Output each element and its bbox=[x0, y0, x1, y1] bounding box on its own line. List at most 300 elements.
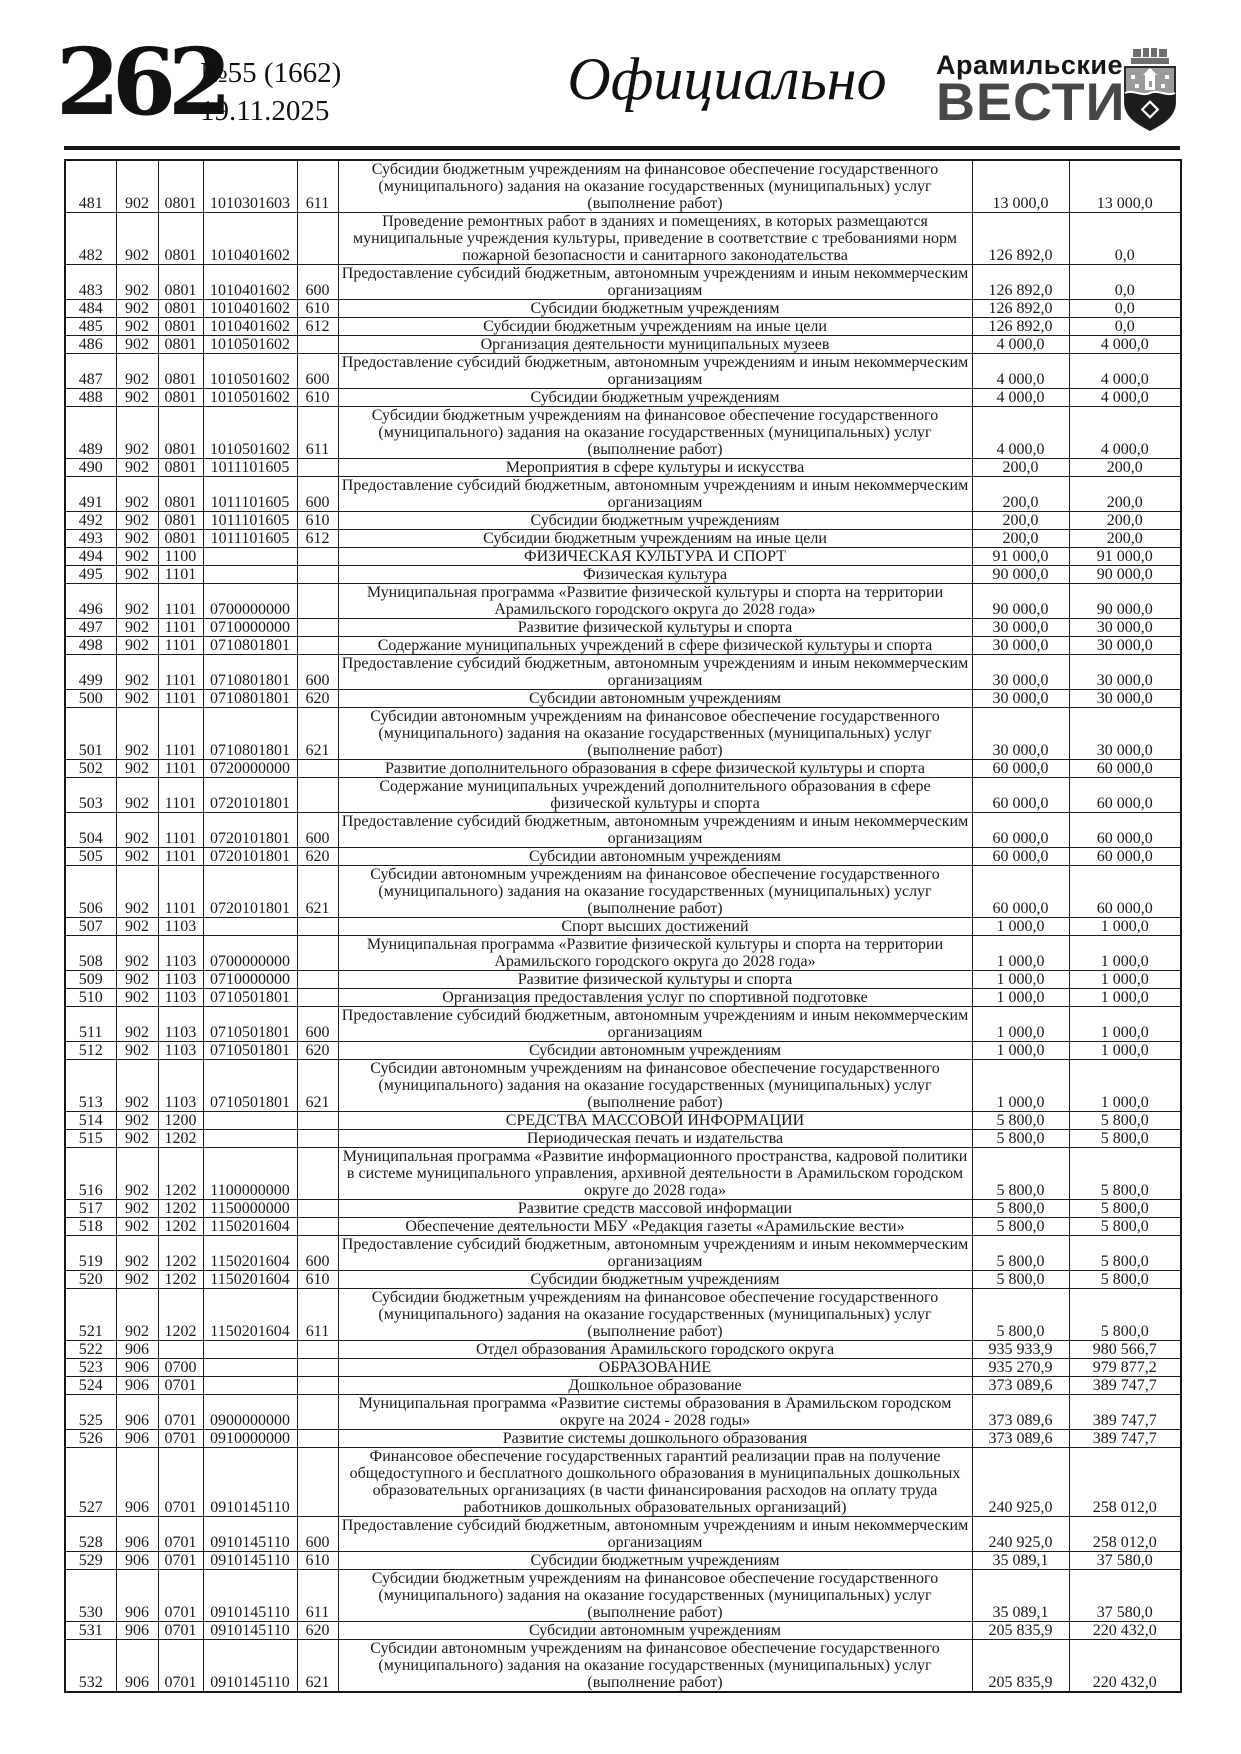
cell-target-article bbox=[203, 566, 297, 584]
cell-num: 520 bbox=[65, 1271, 116, 1289]
cell-name: Спорт высших достижений bbox=[338, 918, 972, 936]
cell-agency: 906 bbox=[116, 1622, 158, 1640]
table-row bbox=[65, 778, 1181, 813]
cell-amount1: 60 000,0 bbox=[972, 813, 1069, 848]
cell-amount1: 1 000,0 bbox=[972, 971, 1069, 989]
cell-agency: 902 bbox=[116, 760, 158, 778]
cell-num: 501 bbox=[65, 708, 116, 760]
cell-num: 522 bbox=[65, 1341, 116, 1359]
cell-target-article: 1100000000 bbox=[203, 1148, 297, 1200]
cell-section: 1101 bbox=[158, 637, 203, 655]
cell-section: 0701 bbox=[158, 1622, 203, 1640]
cell-num: 505 bbox=[65, 848, 116, 866]
cell-amount1: 35 089,1 bbox=[972, 1552, 1069, 1570]
cell-amount1: 5 800,0 bbox=[972, 1218, 1069, 1236]
table-row bbox=[65, 1218, 1181, 1236]
cell-section: 0701 bbox=[158, 1395, 203, 1430]
cell-name: Субсидии бюджетным учреждениям bbox=[338, 1552, 972, 1570]
cell-name: Субсидии автономным учреждениям bbox=[338, 1042, 972, 1060]
cell-amount1: 1 000,0 bbox=[972, 936, 1069, 971]
cell-amount2: 389 747,7 bbox=[1069, 1395, 1181, 1430]
cell-agency: 902 bbox=[116, 813, 158, 848]
cell-target-article: 0710501801 bbox=[203, 989, 297, 1007]
brand-name-top: Арамильские bbox=[936, 50, 1123, 80]
cell-amount2: 5 800,0 bbox=[1069, 1218, 1181, 1236]
cell-amount1: 5 800,0 bbox=[972, 1236, 1069, 1271]
cell-target-article: 1150201604 bbox=[203, 1236, 297, 1271]
cell-section: 1101 bbox=[158, 866, 203, 918]
cell-expense-type: 611 bbox=[297, 1570, 338, 1622]
cell-num: 525 bbox=[65, 1395, 116, 1430]
cell-num: 531 bbox=[65, 1622, 116, 1640]
cell-expense-type: 611 bbox=[297, 1289, 338, 1341]
cell-agency: 902 bbox=[116, 1112, 158, 1130]
issue-date: 19.11.2025 bbox=[200, 95, 330, 127]
cell-name: Предоставление субсидий бюджетным, автономным учреждениям и иным некоммерческим организациям bbox=[338, 1517, 972, 1552]
cell-expense-type bbox=[297, 548, 338, 566]
cell-amount1: 4 000,0 bbox=[972, 336, 1069, 354]
cell-target-article: 1011101605 bbox=[203, 459, 297, 477]
cell-expense-type bbox=[297, 760, 338, 778]
cell-agency: 902 bbox=[116, 1130, 158, 1148]
cell-section: 0801 bbox=[158, 265, 203, 300]
cell-amount1: 200,0 bbox=[972, 512, 1069, 530]
cell-expense-type bbox=[297, 336, 338, 354]
cell-target-article: 0910145110 bbox=[203, 1622, 297, 1640]
cell-name: Проведение ремонтных работ в зданиях и помещениях, в которых размещаются муниципальные учреждения культуры, приведение в соответствие с требованиями норм пожарной безопасности и санитарного законодательства bbox=[338, 213, 972, 265]
cell-target-article bbox=[203, 918, 297, 936]
cell-target-article: 0910145110 bbox=[203, 1552, 297, 1570]
cell-agency: 902 bbox=[116, 265, 158, 300]
cell-name: Физическая культура bbox=[338, 566, 972, 584]
cell-num: 532 bbox=[65, 1640, 116, 1693]
cell-amount1: 4 000,0 bbox=[972, 407, 1069, 459]
cell-agency: 902 bbox=[116, 477, 158, 512]
cell-section: 1101 bbox=[158, 813, 203, 848]
cell-section: 1101 bbox=[158, 760, 203, 778]
cell-amount2: 30 000,0 bbox=[1069, 655, 1181, 690]
cell-section: 1202 bbox=[158, 1271, 203, 1289]
cell-name: Развитие дополнительного образования в сфере физической культуры и спорта bbox=[338, 760, 972, 778]
table-row bbox=[65, 1148, 1181, 1200]
cell-amount1: 60 000,0 bbox=[972, 866, 1069, 918]
cell-amount2: 1 000,0 bbox=[1069, 918, 1181, 936]
cell-expense-type bbox=[297, 1218, 338, 1236]
table-row bbox=[65, 918, 1181, 936]
cell-target-article: 1010401602 bbox=[203, 300, 297, 318]
cell-agency: 902 bbox=[116, 336, 158, 354]
cell-name: СРЕДСТВА МАССОВОЙ ИНФОРМАЦИИ bbox=[338, 1112, 972, 1130]
cell-expense-type: 621 bbox=[297, 1640, 338, 1693]
budget-table bbox=[64, 159, 1182, 1693]
cell-num: 499 bbox=[65, 655, 116, 690]
cell-agency: 906 bbox=[116, 1359, 158, 1377]
cell-amount1: 5 800,0 bbox=[972, 1271, 1069, 1289]
cell-expense-type: 610 bbox=[297, 1552, 338, 1570]
cell-target-article: 1150201604 bbox=[203, 1289, 297, 1341]
cell-agency: 902 bbox=[116, 548, 158, 566]
cell-amount1: 5 800,0 bbox=[972, 1130, 1069, 1148]
cell-name: Содержание муниципальных учреждений дополнительного образования в сфере физической культуры и спорта bbox=[338, 778, 972, 813]
cell-target-article: 1010501602 bbox=[203, 389, 297, 407]
cell-target-article: 0710801801 bbox=[203, 708, 297, 760]
cell-agency: 902 bbox=[116, 530, 158, 548]
cell-target-article: 0910000000 bbox=[203, 1430, 297, 1448]
cell-amount2: 4 000,0 bbox=[1069, 354, 1181, 389]
cell-num: 511 bbox=[65, 1007, 116, 1042]
page-number: 262 bbox=[56, 28, 225, 136]
cell-num: 529 bbox=[65, 1552, 116, 1570]
cell-section: 0801 bbox=[158, 318, 203, 336]
cell-agency: 902 bbox=[116, 318, 158, 336]
cell-amount2: 4 000,0 bbox=[1069, 336, 1181, 354]
cell-name: Субсидии бюджетным учреждениям на финансовое обеспечение государственного (муниципального) задания на оказание государственных (муниципальных) услуг (выполнение работ) bbox=[338, 1570, 972, 1622]
cell-num: 484 bbox=[65, 300, 116, 318]
cell-agency: 902 bbox=[116, 778, 158, 813]
cell-amount1: 4 000,0 bbox=[972, 389, 1069, 407]
cell-expense-type: 611 bbox=[297, 407, 338, 459]
cell-num: 494 bbox=[65, 548, 116, 566]
cell-section: 0801 bbox=[158, 389, 203, 407]
cell-amount2: 1 000,0 bbox=[1069, 936, 1181, 971]
cell-name: Периодическая печать и издательства bbox=[338, 1130, 972, 1148]
cell-agency: 902 bbox=[116, 1271, 158, 1289]
table-row bbox=[65, 1271, 1181, 1289]
cell-agency: 906 bbox=[116, 1430, 158, 1448]
cell-section: 0801 bbox=[158, 300, 203, 318]
table-row bbox=[65, 512, 1181, 530]
cell-num: 516 bbox=[65, 1148, 116, 1200]
cell-agency: 902 bbox=[116, 1236, 158, 1271]
cell-num: 526 bbox=[65, 1430, 116, 1448]
cell-name: Субсидии автономным учреждениям на финансовое обеспечение государственного (муниципального) задания на оказание государственных (муниципальных) услуг (выполнение работ) bbox=[338, 866, 972, 918]
cell-num: 482 bbox=[65, 213, 116, 265]
cell-expense-type bbox=[297, 566, 338, 584]
table-row bbox=[65, 1430, 1181, 1448]
cell-expense-type: 600 bbox=[297, 354, 338, 389]
cell-name: Субсидии автономным учреждениям bbox=[338, 848, 972, 866]
cell-amount2: 1 000,0 bbox=[1069, 1007, 1181, 1042]
cell-amount1: 30 000,0 bbox=[972, 619, 1069, 637]
cell-expense-type bbox=[297, 918, 338, 936]
cell-section: 0801 bbox=[158, 213, 203, 265]
cell-name: Дошкольное образование bbox=[338, 1377, 972, 1395]
table-row bbox=[65, 1200, 1181, 1218]
cell-agency: 906 bbox=[116, 1341, 158, 1359]
cell-section: 1202 bbox=[158, 1148, 203, 1200]
cell-num: 523 bbox=[65, 1359, 116, 1377]
cell-amount1: 200,0 bbox=[972, 459, 1069, 477]
brand-name-bottom: ВЕСТИ bbox=[936, 73, 1126, 132]
cell-target-article: 1010501602 bbox=[203, 336, 297, 354]
table-row bbox=[65, 1130, 1181, 1148]
cell-num: 490 bbox=[65, 459, 116, 477]
cell-target-article: 0710000000 bbox=[203, 619, 297, 637]
cell-agency: 902 bbox=[116, 989, 158, 1007]
cell-amount2: 30 000,0 bbox=[1069, 619, 1181, 637]
cell-num: 488 bbox=[65, 389, 116, 407]
cell-name: Развитие системы дошкольного образования bbox=[338, 1430, 972, 1448]
budget-table-body bbox=[65, 160, 1181, 1692]
cell-amount2: 0,0 bbox=[1069, 300, 1181, 318]
cell-amount1: 30 000,0 bbox=[972, 690, 1069, 708]
cell-num: 504 bbox=[65, 813, 116, 848]
cell-agency: 902 bbox=[116, 918, 158, 936]
cell-target-article: 1011101605 bbox=[203, 530, 297, 548]
cell-section: 1103 bbox=[158, 971, 203, 989]
cell-section: 1103 bbox=[158, 1007, 203, 1042]
cell-section: 1202 bbox=[158, 1130, 203, 1148]
cell-expense-type bbox=[297, 213, 338, 265]
cell-num: 528 bbox=[65, 1517, 116, 1552]
cell-name: Субсидии бюджетным учреждениям на иные цели bbox=[338, 530, 972, 548]
cell-expense-type: 600 bbox=[297, 655, 338, 690]
cell-num: 486 bbox=[65, 336, 116, 354]
cell-expense-type: 620 bbox=[297, 690, 338, 708]
cell-section: 0701 bbox=[158, 1570, 203, 1622]
cell-expense-type: 610 bbox=[297, 512, 338, 530]
cell-name: Субсидии автономным учреждениям bbox=[338, 1622, 972, 1640]
cell-amount2: 200,0 bbox=[1069, 512, 1181, 530]
cell-name: Обеспечение деятельности МБУ «Редакция газеты «Арамильские вести» bbox=[338, 1218, 972, 1236]
cell-expense-type: 600 bbox=[297, 265, 338, 300]
cell-section: 1202 bbox=[158, 1289, 203, 1341]
cell-name: Субсидии бюджетным учреждениям на финансовое обеспечение государственного (муниципального) задания на оказание государственных (муниципальных) услуг (выполнение работ) bbox=[338, 160, 972, 213]
cell-target-article: 0720101801 bbox=[203, 813, 297, 848]
cell-amount2: 5 800,0 bbox=[1069, 1236, 1181, 1271]
cell-agency: 906 bbox=[116, 1640, 158, 1693]
cell-expense-type bbox=[297, 1395, 338, 1430]
header-divider bbox=[64, 146, 1180, 150]
cell-target-article: 0900000000 bbox=[203, 1395, 297, 1430]
cell-expense-type: 600 bbox=[297, 1007, 338, 1042]
cell-agency: 906 bbox=[116, 1395, 158, 1430]
cell-amount1: 1 000,0 bbox=[972, 1042, 1069, 1060]
cell-amount1: 60 000,0 bbox=[972, 848, 1069, 866]
cell-name: Содержание муниципальных учреждений в сфере физической культуры и спорта bbox=[338, 637, 972, 655]
cell-name: Субсидии бюджетным учреждениям на финансовое обеспечение государственного (муниципального) задания на оказание государственных (муниципальных) услуг (выполнение работ) bbox=[338, 1289, 972, 1341]
table-row bbox=[65, 1359, 1181, 1377]
cell-amount2: 389 747,7 bbox=[1069, 1377, 1181, 1395]
cell-name: Мероприятия в сфере культуры и искусства bbox=[338, 459, 972, 477]
cell-target-article: 0720101801 bbox=[203, 866, 297, 918]
table-row bbox=[65, 213, 1181, 265]
cell-expense-type bbox=[297, 637, 338, 655]
cell-num: 524 bbox=[65, 1377, 116, 1395]
cell-amount1: 5 800,0 bbox=[972, 1148, 1069, 1200]
cell-amount1: 1 000,0 bbox=[972, 918, 1069, 936]
cell-agency: 902 bbox=[116, 389, 158, 407]
cell-amount2: 220 432,0 bbox=[1069, 1640, 1181, 1693]
cell-amount2: 30 000,0 bbox=[1069, 708, 1181, 760]
cell-amount1: 205 835,9 bbox=[972, 1622, 1069, 1640]
cell-expense-type: 610 bbox=[297, 1271, 338, 1289]
cell-name: Муниципальная программа «Развитие физической культуры и спорта на территории Арамильского городского округа до 2028 года» bbox=[338, 584, 972, 619]
cell-num: 509 bbox=[65, 971, 116, 989]
table-row bbox=[65, 690, 1181, 708]
cell-agency: 902 bbox=[116, 708, 158, 760]
cell-agency: 902 bbox=[116, 459, 158, 477]
cell-name: Субсидии автономным учреждениям на финансовое обеспечение государственного (муниципального) задания на оказание государственных (муниципальных) услуг (выполнение работ) bbox=[338, 1640, 972, 1693]
cell-name: Субсидии бюджетным учреждениям bbox=[338, 389, 972, 407]
cell-target-article: 1150201604 bbox=[203, 1271, 297, 1289]
cell-amount1: 126 892,0 bbox=[972, 265, 1069, 300]
cell-amount2: 979 877,2 bbox=[1069, 1359, 1181, 1377]
cell-num: 527 bbox=[65, 1448, 116, 1517]
cell-agency: 902 bbox=[116, 1007, 158, 1042]
cell-target-article: 1011101605 bbox=[203, 512, 297, 530]
cell-expense-type: 620 bbox=[297, 1622, 338, 1640]
cell-amount1: 126 892,0 bbox=[972, 318, 1069, 336]
cell-amount2: 980 566,7 bbox=[1069, 1341, 1181, 1359]
cell-agency: 902 bbox=[116, 566, 158, 584]
cell-expense-type bbox=[297, 584, 338, 619]
cell-name: Финансовое обеспечение государственных гарантий реализации прав на получение общедоступного и бесплатного дошкольного образования в муниципальных дошкольных образовательных организациях (в части финансирования расходов на оплату труда работников дошкольных образовательных организаций) bbox=[338, 1448, 972, 1517]
table-row bbox=[65, 708, 1181, 760]
cell-amount2: 258 012,0 bbox=[1069, 1517, 1181, 1552]
cell-amount2: 200,0 bbox=[1069, 530, 1181, 548]
cell-num: 489 bbox=[65, 407, 116, 459]
cell-num: 502 bbox=[65, 760, 116, 778]
cell-target-article: 0710801801 bbox=[203, 637, 297, 655]
cell-amount2: 90 000,0 bbox=[1069, 584, 1181, 619]
cell-name: Субсидии бюджетным учреждениям на финансовое обеспечение государственного (муниципального) задания на оказание государственных (муниципальных) услуг (выполнение работ) bbox=[338, 407, 972, 459]
cell-amount2: 389 747,7 bbox=[1069, 1430, 1181, 1448]
cell-amount1: 90 000,0 bbox=[972, 584, 1069, 619]
cell-target-article: 1150201604 bbox=[203, 1218, 297, 1236]
table-row bbox=[65, 989, 1181, 1007]
cell-amount2: 30 000,0 bbox=[1069, 637, 1181, 655]
cell-amount1: 60 000,0 bbox=[972, 778, 1069, 813]
cell-name: Предоставление субсидий бюджетным, автономным учреждениям и иным некоммерческим организациям bbox=[338, 813, 972, 848]
cell-expense-type: 600 bbox=[297, 1517, 338, 1552]
cell-section: 0801 bbox=[158, 477, 203, 512]
cell-target-article bbox=[203, 548, 297, 566]
cell-agency: 902 bbox=[116, 213, 158, 265]
section-title: Официально bbox=[567, 46, 887, 112]
cell-amount2: 5 800,0 bbox=[1069, 1112, 1181, 1130]
table-row bbox=[65, 584, 1181, 619]
cell-target-article: 0910145110 bbox=[203, 1517, 297, 1552]
table-row bbox=[65, 655, 1181, 690]
cell-target-article: 0710801801 bbox=[203, 690, 297, 708]
cell-expense-type bbox=[297, 989, 338, 1007]
cell-agency: 906 bbox=[116, 1517, 158, 1552]
table-row bbox=[65, 971, 1181, 989]
table-row bbox=[65, 566, 1181, 584]
cell-target-article: 1010401602 bbox=[203, 213, 297, 265]
cell-section bbox=[158, 1341, 203, 1359]
cell-expense-type: 610 bbox=[297, 300, 338, 318]
table-row bbox=[65, 1395, 1181, 1430]
cell-section: 1101 bbox=[158, 708, 203, 760]
cell-section: 1101 bbox=[158, 778, 203, 813]
cell-section: 1101 bbox=[158, 566, 203, 584]
cell-name: Развитие физической культуры и спорта bbox=[338, 971, 972, 989]
cell-target-article: 1010301603 bbox=[203, 160, 297, 213]
cell-agency: 902 bbox=[116, 637, 158, 655]
cell-section: 1103 bbox=[158, 918, 203, 936]
cell-num: 510 bbox=[65, 989, 116, 1007]
cell-agency: 906 bbox=[116, 1570, 158, 1622]
cell-section: 0801 bbox=[158, 407, 203, 459]
cell-target-article: 0710501801 bbox=[203, 1060, 297, 1112]
cell-amount1: 373 089,6 bbox=[972, 1377, 1069, 1395]
cell-agency: 902 bbox=[116, 1200, 158, 1218]
cell-agency: 902 bbox=[116, 971, 158, 989]
cell-amount1: 35 089,1 bbox=[972, 1570, 1069, 1622]
cell-expense-type: 600 bbox=[297, 477, 338, 512]
cell-num: 493 bbox=[65, 530, 116, 548]
cell-section: 0701 bbox=[158, 1552, 203, 1570]
table-row bbox=[65, 848, 1181, 866]
cell-agency: 906 bbox=[116, 1448, 158, 1517]
cell-amount1: 60 000,0 bbox=[972, 760, 1069, 778]
table-row bbox=[65, 1289, 1181, 1341]
cell-expense-type: 610 bbox=[297, 389, 338, 407]
table-row bbox=[65, 1570, 1181, 1622]
cell-agency: 902 bbox=[116, 300, 158, 318]
cell-amount1: 1 000,0 bbox=[972, 1060, 1069, 1112]
table-row bbox=[65, 318, 1181, 336]
cell-agency: 902 bbox=[116, 619, 158, 637]
table-row bbox=[65, 936, 1181, 971]
cell-agency: 902 bbox=[116, 354, 158, 389]
cell-agency: 906 bbox=[116, 1377, 158, 1395]
cell-section: 0801 bbox=[158, 512, 203, 530]
cell-expense-type: 620 bbox=[297, 1042, 338, 1060]
cell-amount2: 13 000,0 bbox=[1069, 160, 1181, 213]
cell-expense-type bbox=[297, 1430, 338, 1448]
table-row bbox=[65, 1007, 1181, 1042]
cell-name: ОБРАЗОВАНИЕ bbox=[338, 1359, 972, 1377]
cell-section: 0701 bbox=[158, 1448, 203, 1517]
cell-section: 0701 bbox=[158, 1377, 203, 1395]
table-row bbox=[65, 300, 1181, 318]
table-row bbox=[65, 866, 1181, 918]
cell-amount1: 200,0 bbox=[972, 477, 1069, 512]
cell-target-article: 0720101801 bbox=[203, 778, 297, 813]
table-row bbox=[65, 354, 1181, 389]
cell-name: ФИЗИЧЕСКАЯ КУЛЬТУРА И СПОРТ bbox=[338, 548, 972, 566]
cell-amount2: 0,0 bbox=[1069, 318, 1181, 336]
table-row bbox=[65, 1448, 1181, 1517]
cell-section: 0701 bbox=[158, 1640, 203, 1693]
table-row bbox=[65, 760, 1181, 778]
coat-of-arms-icon bbox=[1122, 48, 1178, 132]
cell-expense-type bbox=[297, 1377, 338, 1395]
cell-target-article: 1010401602 bbox=[203, 265, 297, 300]
cell-target-article: 0910145110 bbox=[203, 1570, 297, 1622]
cell-amount2: 91 000,0 bbox=[1069, 548, 1181, 566]
cell-target-article bbox=[203, 1112, 297, 1130]
cell-num: 481 bbox=[65, 160, 116, 213]
cell-num: 498 bbox=[65, 637, 116, 655]
cell-agency: 902 bbox=[116, 1218, 158, 1236]
cell-amount2: 0,0 bbox=[1069, 265, 1181, 300]
cell-name: Организация деятельности муниципальных музеев bbox=[338, 336, 972, 354]
cell-amount1: 90 000,0 bbox=[972, 566, 1069, 584]
cell-target-article: 0910145110 bbox=[203, 1448, 297, 1517]
cell-num: 507 bbox=[65, 918, 116, 936]
cell-name: Предоставление субсидий бюджетным, автономным учреждениям и иным некоммерческим организациям bbox=[338, 477, 972, 512]
table-row bbox=[65, 1042, 1181, 1060]
table-row bbox=[65, 407, 1181, 459]
table-row bbox=[65, 1640, 1181, 1693]
cell-amount1: 935 270,9 bbox=[972, 1359, 1069, 1377]
cell-amount2: 4 000,0 bbox=[1069, 407, 1181, 459]
table-row bbox=[65, 160, 1181, 213]
